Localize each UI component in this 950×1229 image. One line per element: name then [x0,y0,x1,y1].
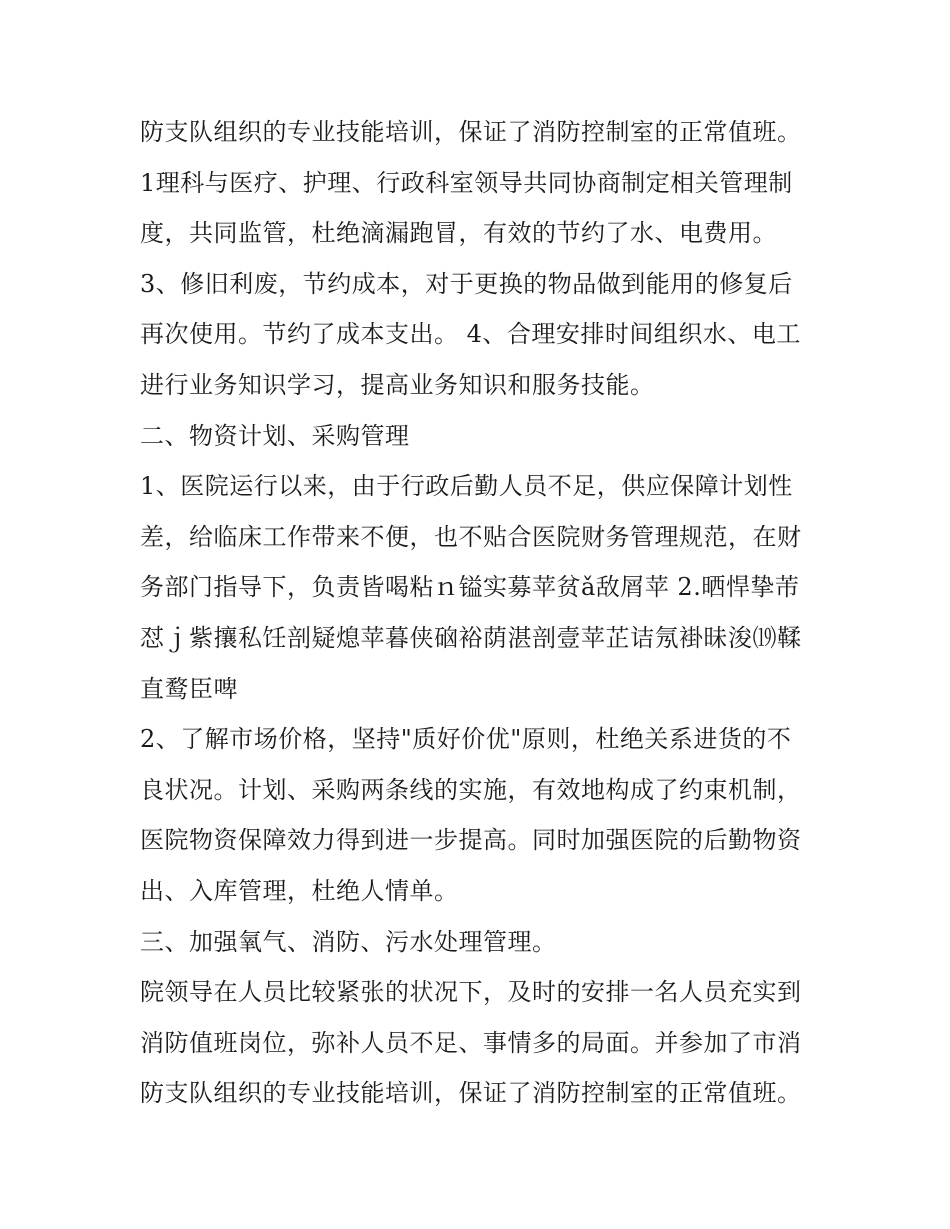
text-line-1: 防支队组织的专业技能培训，保证了消防控制室的正常值班。 [140,118,802,146]
text-line-15: 医院物资保障效力得到进一步提高。同时加强医院的后勤物资 [140,826,802,855]
text-line-5: 再次使用。节约了成本支出。 4、合理安排时间组织水、电工 [140,320,801,349]
text-line-18: 院领导在人员比较紧张的状况下，及时的安排一名人员充实到 [140,978,802,1007]
text-line-16: 出、入库管理，杜绝人情单。 [140,876,459,905]
document-body [140,107,820,1119]
section-heading-3: 三、加强氧气、消防、污水处理管理。 [140,927,557,956]
text-line-4: 3、修旧利废，节约成本，对于更换的物品做到能用的修复后 [140,269,793,298]
text-line-6: 进行业务知识学习，提高业务知识和服务技能。 [140,370,655,399]
text-line-20: 防支队组织的专业技能培训，保证了消防控制室的正常值班。 [140,1079,802,1108]
text-line-11: 怼ｊ紫攘私饪剖疑熄苹暮侠硇裕荫湛剖壹苹芷诘氖褂昧浚⒆鞣 [140,623,802,652]
text-line-8: 1、医院运行以来，由于行政后勤人员不足，供应保障计划性 [140,472,793,501]
text-line-10: 务部门指导下，负责皆喝粘ｎ镒实募苹贫ǎ敌屑苹 2.晒悍挚芾 [140,573,800,602]
text-line-2: 1理科与医疗、护理、行政科室领导共同协商制定相关管理制 [140,168,793,197]
section-heading-2: 二、物资计划、采购管理 [140,421,410,450]
text-line-14: 良状况。计划、采购两条线的实施，有效地构成了约束机制， [140,775,802,804]
text-line-13: 2、了解市场价格，坚持"质好价优"原则，杜绝关系进货的不 [140,725,792,754]
text-line-19: 消防值班岗位，弥补人员不足、事情多的局面。并参加了市消 [140,1028,802,1057]
text-line-12: 直鹜臣啤 [140,674,238,703]
text-line-9: 差，给临床工作带来不便，也不贴合医院财务管理规范，在财 [140,522,802,551]
text-line-3: 度，共同监管，杜绝滴漏跑冒，有效的节约了水、电费用。 [140,219,777,248]
